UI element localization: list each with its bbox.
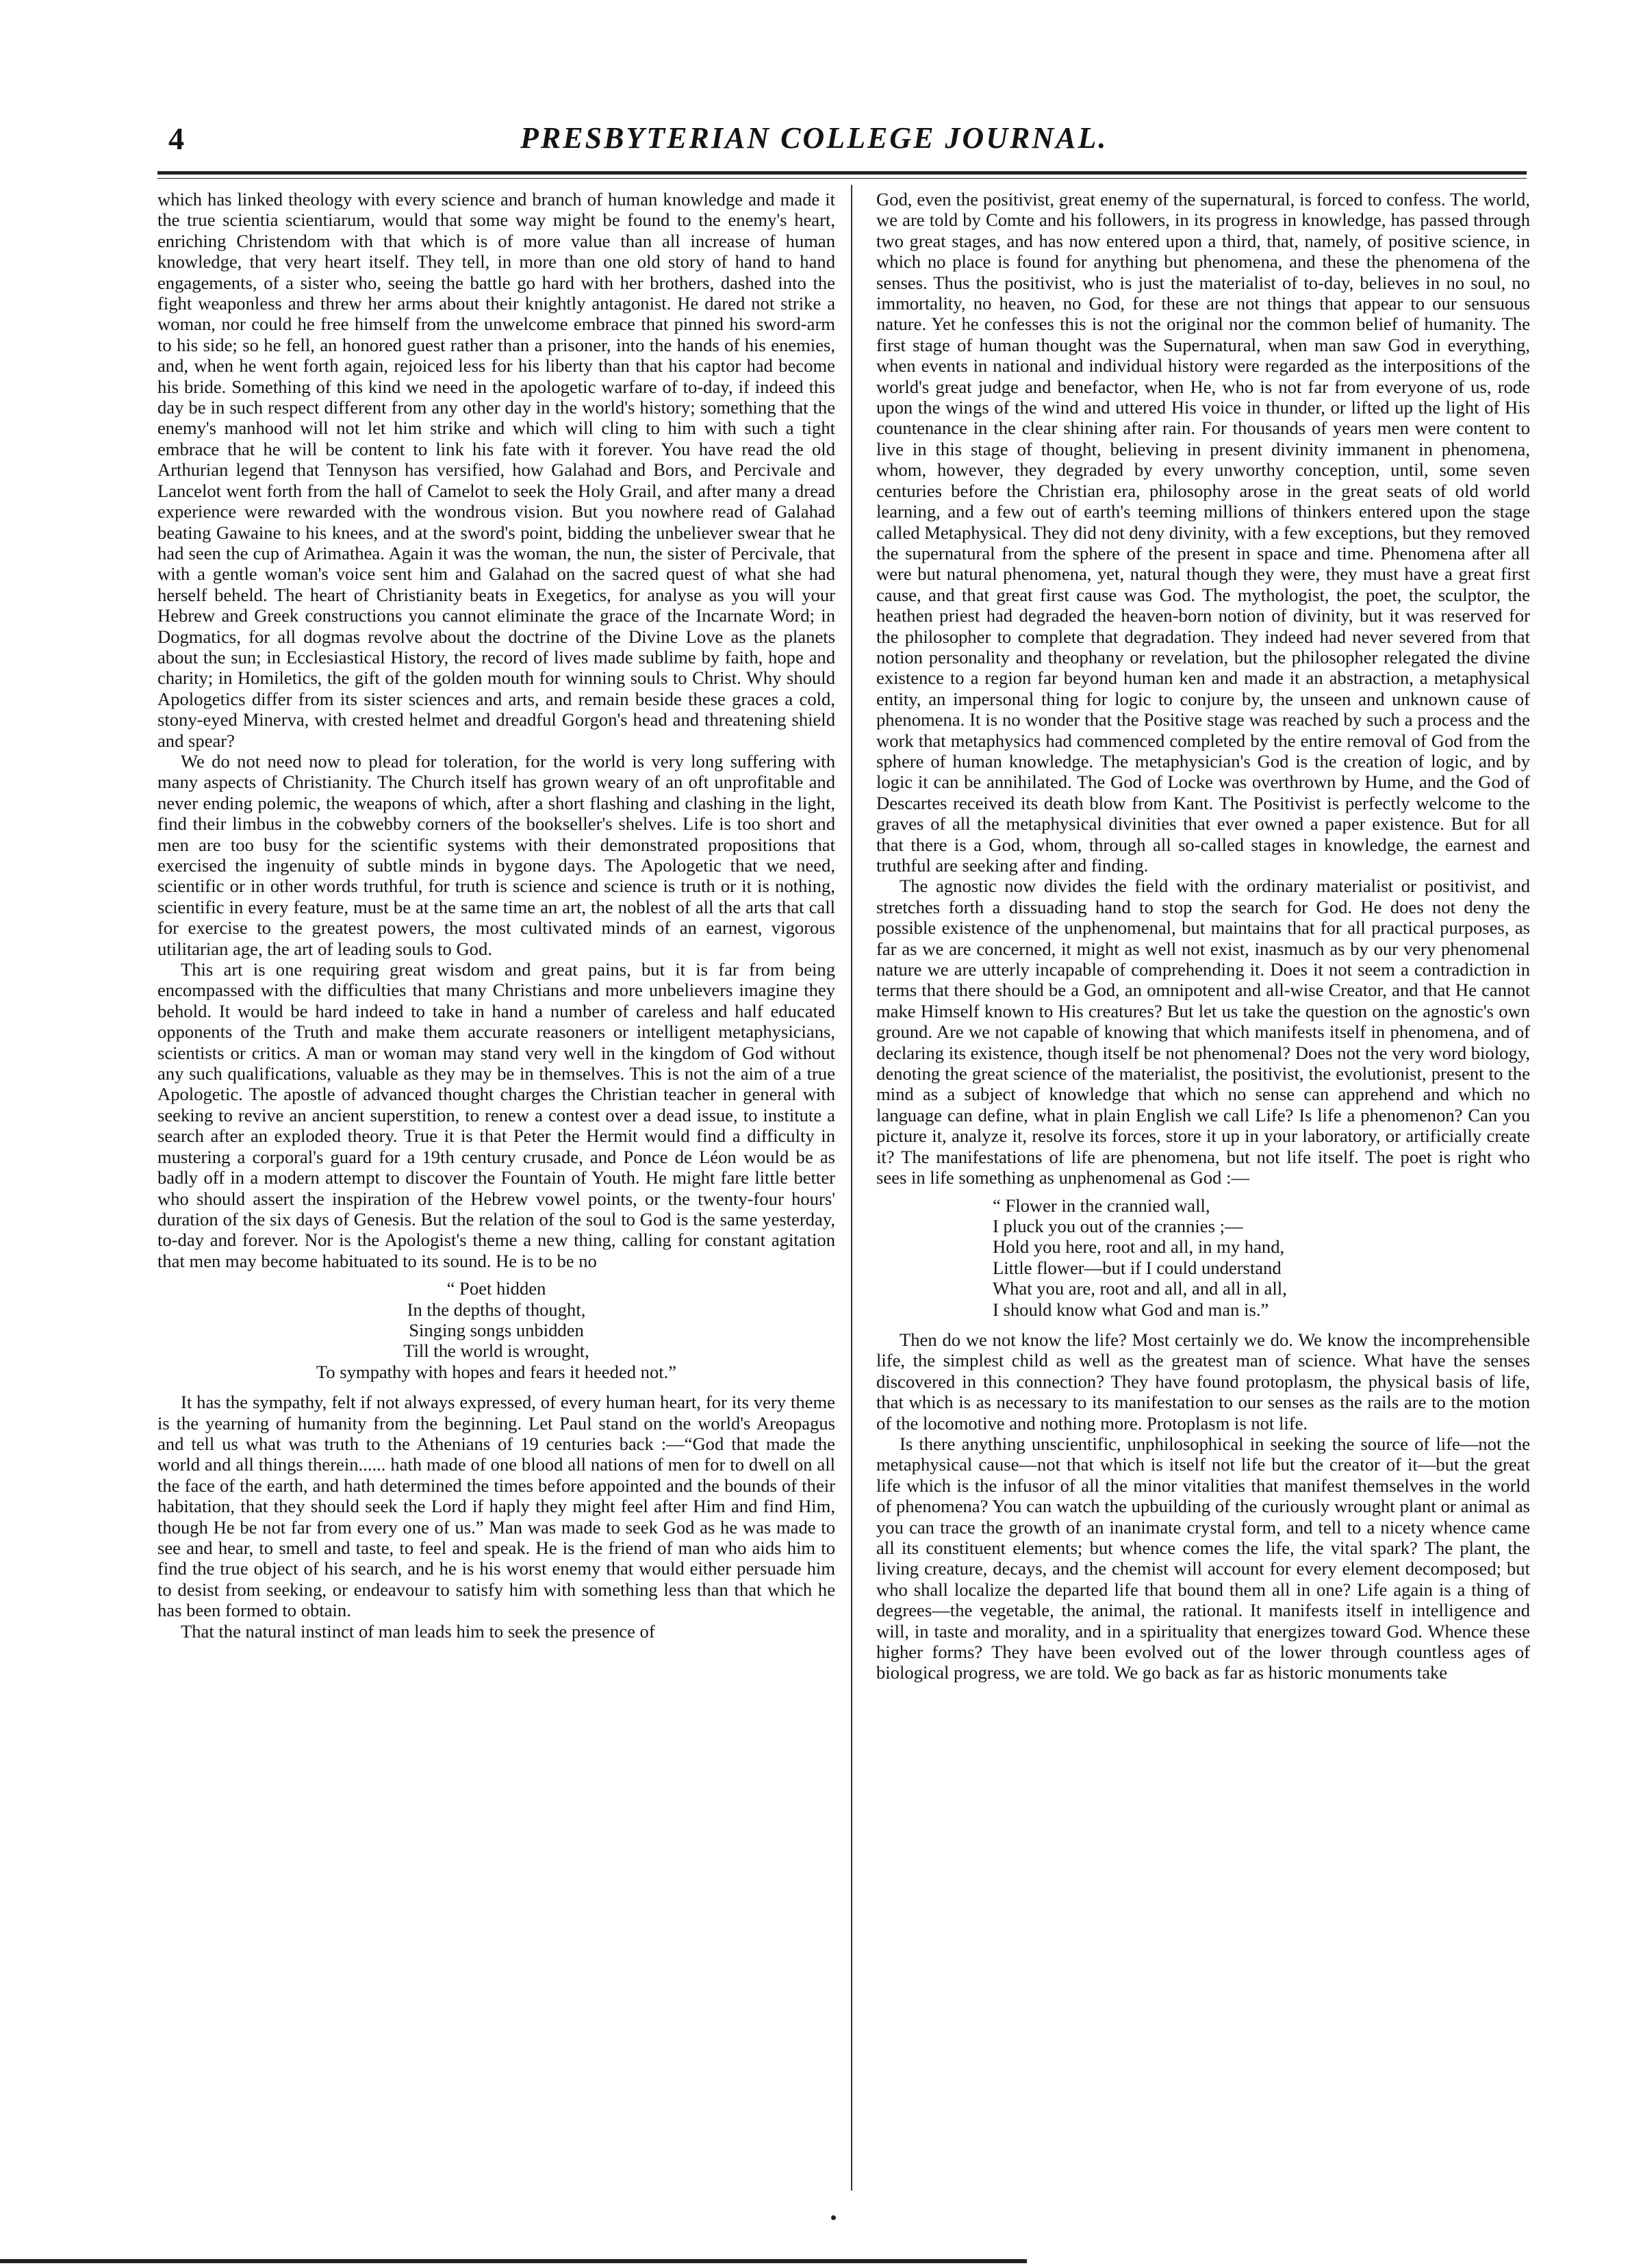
left-column	[157, 189, 835, 1642]
verse-line: I should know what God and man is.”	[993, 1299, 1269, 1320]
left-paragraph-5: That the natural instinct of man leads him to seek the presence of	[181, 1620, 655, 1642]
verse-line: “ Poet hidden	[446, 1278, 546, 1299]
verse-line: What you are, root and all, and all in all,	[993, 1278, 1287, 1299]
right-paragraph-2: The agnostic now divides the field with the ordinary materialist or positivist, and stretches forth a dissuading hand to stop the search for God. He does not deny the possible existence of the unphenomenal, but maintains that for all practical purposes, as far as we are concerned, it might as well not exist, inasmuch as by our very phenomenal nature we are utterly incapable of comprehending it. Does it not seem a contradiction in terms that there should be a God, an omnipotent and all-wise Creator, and that He cannot make Himself known to His creatures? But let us take the question on the agnostic's own ground. Are we not capable of knowing that which manifests itself in phenomena, and of declaring its existence, though itself be not phenomenal? Does not the very word biology, denoting the great science of the materialist, the positivist, the evolutionist, present to the mind as a subject of knowledge that which no sense can apprehend and which no language can define, what in plain English we call Life? Is life a phenomenon? Can you picture it, analyze it, resolve its forces, store it up in your laboratory, or artificially create it? The manifestations of life are phenomena, but not life itself. The poet is right who sees in life something as unphenomenal as God :—	[876, 876, 1530, 1188]
verse-line: Singing songs unbidden	[409, 1319, 584, 1340]
verse-line: To sympathy with hopes and fears it heeded not.”	[316, 1361, 677, 1382]
verse-line: In the depths of thought,	[407, 1299, 586, 1320]
right-paragraph-4: Is there anything unscientific, unphilosophical in seeking the source of life—not the metaphysical cause—not that which is itself not life but the creator of it—but the great life which is the infusor of all the minor vitalities that manifest themselves in the world of phenomena? You can watch the upbuilding of the curiously wrought plant or animal as you can trace the growth of an inanimate crystal form, and tell to a nicety whence came all its constituent elements; but whence comes the life, the vital spark? The plant, the living creature, decays, and the chemist will account for every element decomposed; but who shall localize the departed life that bound them all in one? Life again is a thing of degrees—the vegetable, the animal, the rational. It manifests itself in intelligence and will, in taste and morality, and in a spirituality that energizes toward God. Whence these higher forms? They have been evolved out of the lower through countless ages of biological progress, we are told. We go back as far as historic monuments take	[876, 1433, 1530, 1683]
verse-poet-hidden	[157, 1278, 835, 1382]
verse-flower	[876, 1195, 1530, 1320]
verse-line: Hold you here, root and all, in my hand,	[993, 1236, 1285, 1258]
left-paragraph-1: which has linked theology with every science and branch of human knowledge and made it the true scientia scientiarum, would that some way might be found to the enemy's heart, enriching Christendom with that which is of more value than all increase of human knowledge, that very heart itself. They tell, in more than one old story of hand to hand engagements, of a sister who, seeing the battle go hard with her brothers, dashed into the fight weaponless and threw her arms about their knightly antagonist. He dared not strike a woman, nor could he free himself from the unwelcome embrace that pinned his sword-arm to his side; so he fell, an honored guest rather than a prisoner, into the hands of his enemies, and, when he went forth again, rejoiced less for his liberty than that his captor had become his bride. Something of this kind we need in the apologetic warfare of to-day, if indeed this day be in such respect different from any other day in the world's history; something that the enemy's manhood will not let him strike and which will cling to him with such a tight embrace that he will be content to link his fate with it forever. You have read the old Arthurian legend that Tennyson has versified, how Galahad and Bors, and Percivale and Lancelot went forth from the hall of Camelot to seek the Holy Grail, and after many a dread experience were rewarded with the wondrous vision. But you nowhere read of Galahad beating Gawaine to his knees, and at the sword's point, bidding the unbeliever swear that he had seen the cup of Arimathea. Again it was the woman, the nun, the sister of Percivale, that with a gentle woman's voice sent him and Galahad on the sacred quest of what she had herself beheld. The heart of Christianity beats in Exegetics, for analyse as you will your Hebrew and Greek constructions you cannot eliminate the grace of the Incarnate Word; in Dogmatics, for all dogmas revolve about the doctrine of the Divine Love as the planets about the sun; in Ecclesiastical History, the record of lives made sublime by faith, hope and charity; in Homiletics, the gift of the golden mouth for winning souls to Christ. Why should Apologetics differ from its sister sciences and arts, and remain beside these graces a cold, stony-eyed Minerva, with crested helmet and dreadful Gorgon's head and threatening shield and spear?	[157, 189, 835, 751]
right-paragraph-3: Then do we not know the life? Most certainly we do. We know the incomprehensible life, the simplest child as well as the greatest man of science. What have the senses discovered in this connection? They have found protoplasm, the physical basis of life, that which is as necessary to its manifestation to our senses as the rails are to the motion of the locomotive and nothing more. Protoplasm is not life.	[876, 1329, 1530, 1434]
bottom-rule	[0, 2259, 1027, 2263]
printer-mark	[831, 2215, 836, 2220]
header-rule-thin	[157, 178, 1527, 179]
right-column	[876, 189, 1530, 1683]
verse-line: “ Flower in the crannied wall,	[993, 1195, 1210, 1216]
right-paragraph-1: God, even the positivist, great enemy of the supernatural, is forced to confess. The world, we are told by Comte and his followers, in its progress in knowledge, has passed through two great stages, and has now entered upon a third, that, namely, of positive science, in which no place is found for anything but phenomena, and these the phenomena of the senses. Thus the positivist, who is just the materialist of to-day, believes in no soul, no immortality, no heaven, no God, for these are not things that appear to our sensuous nature. Yet he confesses this is not the original nor the common belief of humanity. The first stage of human thought was the Supernatural, when man saw God in everything, when events in national and individual history were regarded as the interpositions of the world's great judge and benefactor, when He, who is not far from everyone of us, rode upon the wings of the wind and uttered His voice in thunder, or lifted up the light of His countenance in the clear shining after rain. For thousands of years men were content to live in this stage of thought, believing in present divinity immanent in phenomena, whom, however, they degraded by every unworthy conception, until, some seven centuries before the Christian era, philosophy arose in the great seats of old world learning, and a few out of earth's teeming millions of thinkers entered upon the stage called Metaphysical. They did not deny divinity, with a few exceptions, but they removed the supernatural from the sphere of the present in space and time. Phenomena after all were but natural phenomena, yet, natural though they were, they must have a great first cause, and that great first cause was God. The mythologist, the poet, the sculptor, the heathen priest had degraded the heaven-born notion of divinity, but it was reserved for the philosopher to complete that degradation. They indeed had never severed from that notion personality and theophany or revelation, but the philosopher relegated the divine existence to a region far beyond human ken and made it an abstraction, a metaphysical entity, an impersonal thing for logic to conjure by, the unseen and unknown cause of phenomena. It is no wonder that the Positive stage was reached by such a process and the work that metaphysics had commenced completed by the entire removal of God from the sphere of human knowledge. The metaphysician's God is the creation of logic, and by logic it can be annihilated. The God of Locke was overthrown by Hume, and the God of Descartes received its death blow from Kant. The Positivist is perfectly welcome to the graves of all the metaphysical divinities that ever owned a paper existence. But for all that there is a God, whom, through all so-called stages in knowledge, the earnest and truthful are seeking after and finding.	[876, 189, 1530, 876]
left-paragraph-4: It has the sympathy, felt if not always expressed, of every human heart, for its very theme is the yearning of humanity from the beginning. Let Paul stand on the world's Areopagus and tell us what was truth to the Athenians of 19 centuries back :—“God that made the world and all things therein...... hath made of one blood all nations of men for to dwell on all the face of the earth, and hath determined the times before appointed and the bounds of their habitation, that they should seek the Lord if haply they might feel after Him and find Him, though He be not far from every one of us.” Man was made to seek God as he was made to see and hear, to smell and taste, to feel and speak. He is the friend of man who aids him to find the true object of his search, and he is his worst enemy that would either persuade him to desist from seeking, or endeavour to satisfy him with something less than that which he has been formed to obtain.	[157, 1392, 835, 1621]
left-paragraph-2: We do not need now to plead for toleration, for the world is very long suffering with many aspects of Christianity. The Church itself has grown weary of an oft unprofitable and never ending polemic, the weapons of which, after a short flashing and clashing in the light, find their limbus in the cobwebby corners of the bookseller's shelves. Life is too short and men are too busy for the scientific systems with their demonstrated propositions that exercised the ingenuity of subtle minds in bygone days. The Apologetic that we need, scientific or in other words truthful, for truth is science and science is truth or it is nothing, scientific in every feature, must be at the same time an art, the noblest of all the arts that call for exercise to the greatest powers, the most cultivated minds of an earnest, vigorous utilitarian age, the art of leading souls to God.	[157, 750, 835, 959]
column-divider	[851, 185, 852, 2191]
left-paragraph-3: This art is one requiring great wisdom and great pains, but it is far from being encompassed with the difficulties that many Christians and more unbelievers imagine they behold. It would be hard indeed to take in hand a number of careless and half educated opponents of the Truth and make them accurate reasoners or intelligent metaphysicians, scientists or critics. A man or woman may stand very well in the kingdom of God without any such qualifications, valuable as they may be in themselves. This is not the aim of a true Apologetic. The apostle of advanced thought charges the Christian teacher in general with seeking to revive an ancient superstition, to renew a contest over a dead issue, to institute a search after an exploded theory. True it is that Peter the Hermit would find a difficulty in mustering a corporal's guard for a 19th century crusade, and Ponce de Léon would be as badly off in a modern attempt to discover the Fountain of Youth. He might fare little better who should assert the inspiration of the Hebrew vowel points, or the twenty-four hours' duration of the six days of Genesis. But the relation of the soul to God is the same yesterday, to-day and forever. Nor is the Apologist's theme a new thing, calling for constant agitation that men may become habituated to its sound. He is to be no	[157, 959, 835, 1271]
header-rule	[157, 171, 1527, 175]
running-head: PRESBYTERIAN COLLEGE JOURNAL.	[520, 121, 1108, 155]
verse-line: I pluck you out of the crannies ;—	[993, 1215, 1243, 1236]
verse-line: Little flower—but if I could understand	[993, 1257, 1282, 1278]
verse-line: Till the world is wrought,	[403, 1340, 589, 1362]
page-number: 4	[168, 121, 184, 156]
